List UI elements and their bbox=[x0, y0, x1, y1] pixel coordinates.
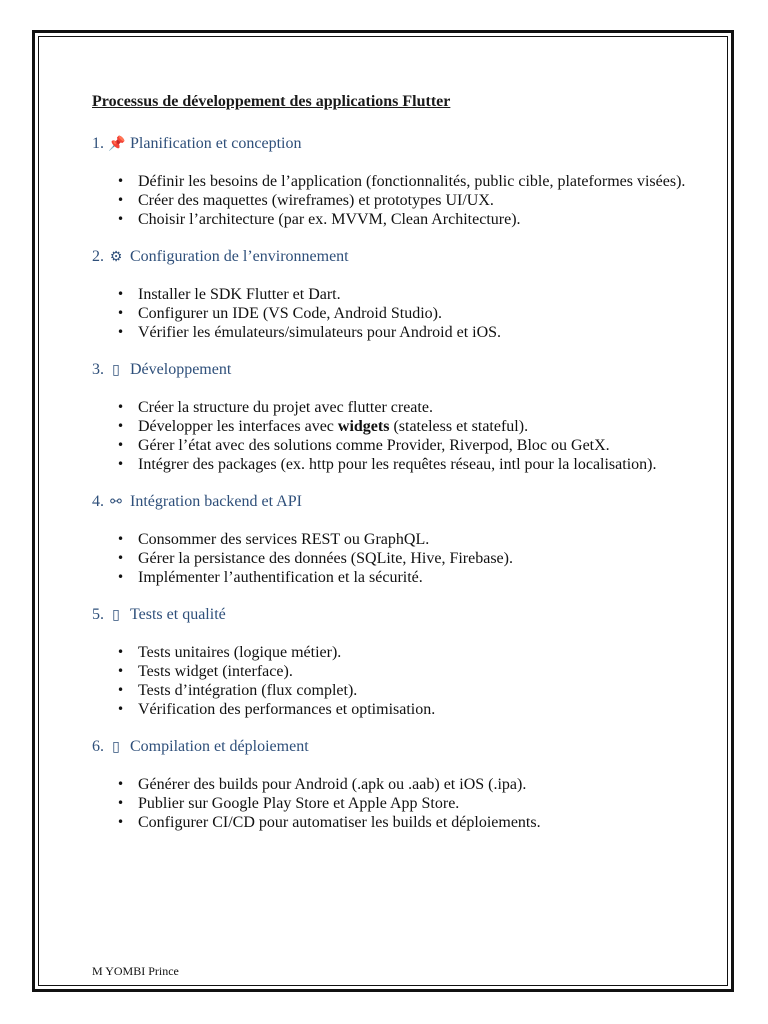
list-item-text: Développer les interfaces avec bbox=[138, 418, 334, 435]
section-compilation bbox=[92, 737, 692, 832]
section-number: 3. bbox=[92, 361, 104, 378]
bullet-list bbox=[92, 530, 692, 587]
list-item: • Vérifier les émulateurs/simulateurs pour Android et iOS. bbox=[138, 323, 692, 342]
bullet-list bbox=[92, 172, 692, 229]
section-heading bbox=[92, 492, 692, 512]
list-item bbox=[138, 417, 692, 436]
section-heading bbox=[92, 605, 692, 625]
list-item: • Tests unitaires (logique métier). bbox=[138, 643, 692, 662]
section-title: Intégration backend et API bbox=[130, 493, 302, 510]
link-icon: ⚯ bbox=[110, 494, 122, 510]
section-number: 5. bbox=[92, 606, 104, 623]
section-number: 1. bbox=[92, 135, 104, 152]
list-item: • Intégrer des packages (ex. http pour les requêtes réseau, intl pour la localisation). bbox=[138, 455, 692, 474]
list-item-text: (stateless et stateful). bbox=[393, 418, 529, 435]
list-item: • Créer des maquettes (wireframes) et prototypes UI/UX. bbox=[138, 191, 692, 210]
section-heading bbox=[92, 134, 692, 154]
bold-keyword: widgets bbox=[337, 418, 390, 435]
list-item: • Tests widget (interface). bbox=[138, 662, 692, 681]
bullet-list bbox=[92, 285, 692, 342]
list-item: • Gérer l’état avec des solutions comme Provider, Riverpod, Bloc ou GetX. bbox=[138, 436, 692, 455]
section-heading bbox=[92, 737, 692, 757]
document-body bbox=[92, 92, 692, 850]
section-title: Planification et conception bbox=[130, 135, 302, 152]
list-item: • Générer des builds pour Android (.apk ou .aab) et iOS (.ipa). bbox=[138, 775, 692, 794]
section-title: Développement bbox=[130, 361, 232, 378]
section-number: 2. bbox=[92, 248, 104, 265]
section-number: 4. bbox=[92, 493, 104, 510]
section-developpement bbox=[92, 360, 692, 474]
section-number: 6. bbox=[92, 738, 104, 755]
missing-glyph-icon: ▯ bbox=[112, 362, 120, 378]
bullet-list bbox=[92, 643, 692, 719]
list-item: • Créer la structure du projet avec flutter create. bbox=[138, 398, 692, 417]
list-item: • Vérification des performances et optimisation. bbox=[138, 700, 692, 719]
document-title: Processus de développement des applications Flutter bbox=[92, 93, 451, 110]
section-heading bbox=[92, 247, 692, 267]
list-item: • Configurer un IDE (VS Code, Android Studio). bbox=[138, 304, 692, 323]
list-item: • Tests d’intégration (flux complet). bbox=[138, 681, 692, 700]
bullet-list bbox=[92, 398, 692, 474]
list-item: • Installer le SDK Flutter et Dart. bbox=[138, 285, 692, 304]
list-item: • Gérer la persistance des données (SQLite, Hive, Firebase). bbox=[138, 549, 692, 568]
section-integration bbox=[92, 492, 692, 587]
pin-icon: 📌 bbox=[108, 136, 126, 152]
section-planification bbox=[92, 134, 692, 229]
section-title: Tests et qualité bbox=[130, 606, 226, 623]
section-tests bbox=[92, 605, 692, 719]
section-title: Configuration de l’environnement bbox=[130, 248, 349, 265]
list-item: • Implémenter l’authentification et la sécurité. bbox=[138, 568, 692, 587]
mobile-phone-icon: ▯ bbox=[112, 739, 120, 755]
list-item: • Configurer CI/CD pour automatiser les builds et déploiements. bbox=[138, 813, 692, 832]
page-footer: M YOMBI Prince bbox=[92, 964, 179, 978]
list-item: • Consommer des services REST ou GraphQL. bbox=[138, 530, 692, 549]
list-item: • Définir les besoins de l’application (fonctionnalités, public cible, plateformes visées). bbox=[138, 172, 692, 191]
missing-glyph-icon: ▯ bbox=[112, 607, 120, 623]
bullet-list bbox=[92, 775, 692, 832]
section-heading bbox=[92, 360, 692, 380]
list-item: • Choisir l’architecture (par ex. MVVM, Clean Architecture). bbox=[138, 210, 692, 229]
list-item: • Publier sur Google Play Store et Apple App Store. bbox=[138, 794, 692, 813]
gear-icon: ⚙ bbox=[109, 249, 123, 265]
section-title: Compilation et déploiement bbox=[130, 738, 309, 755]
section-configuration bbox=[92, 247, 692, 342]
